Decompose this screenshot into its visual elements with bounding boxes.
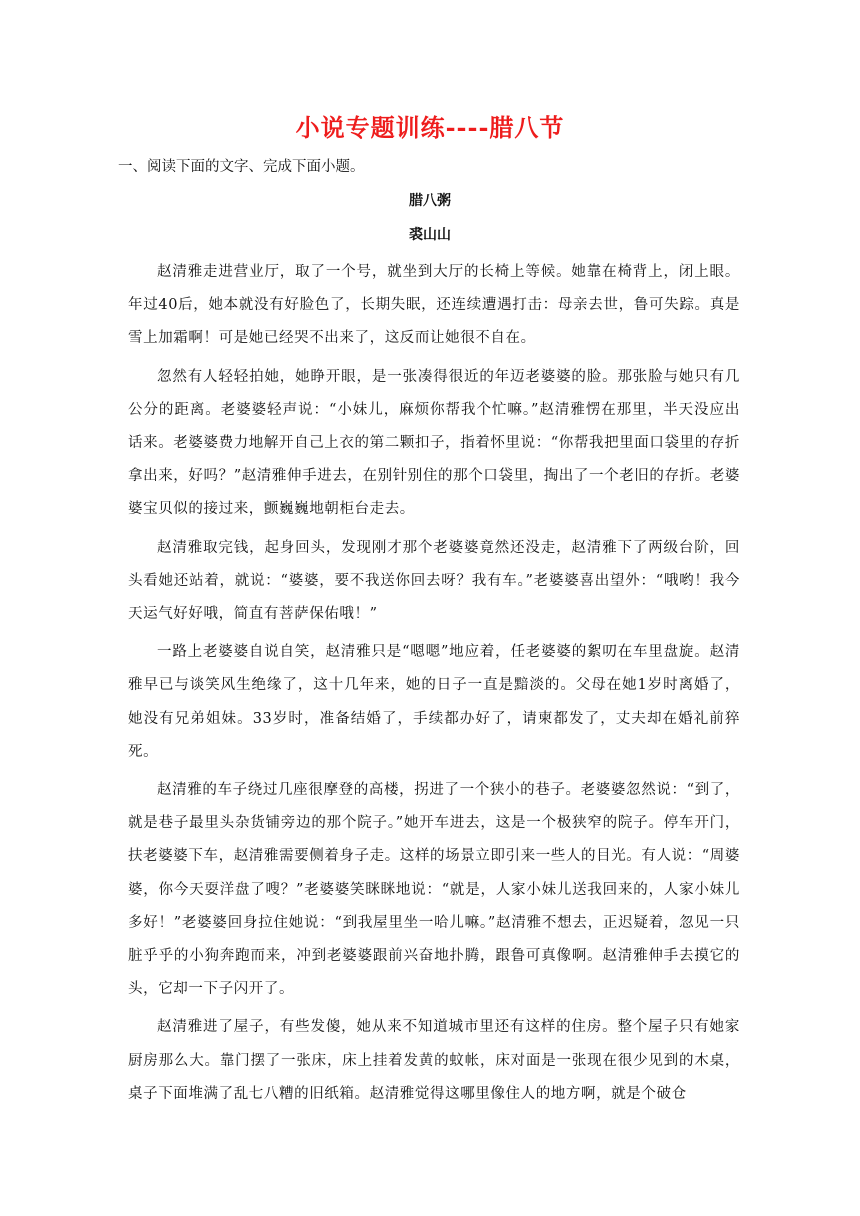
document-title: 小说专题训练----腊八节 <box>295 113 565 142</box>
story-body <box>128 256 740 1116</box>
question-prompt: 一、阅读下面的文字、完成下面小题。 <box>118 159 365 175</box>
paragraph: 忽然有人轻轻拍她，她睁开眼，是一张凑得很近的年迈老婆婆的脸。那张脸与她只有几公分的距离。老婆婆轻声说：“小妹儿，麻烦你帮我个忙嘛。”赵清雅愣在那里，半天没应出话来。老婆婆费力地解开自己上衣的第二颗扣子，指着怀里说：“你帮我把里面口袋里的存折拿出来，好吗？”赵清雅伸手进去，在别针别住的那个口袋里，掏出了一个老旧的存折。老婆婆宝贝似的接过来，颤巍巍地朝柜台走去。 <box>128 368 741 518</box>
paragraph: 赵清雅进了屋子，有些发傻，她从来不知道城市里还有这样的住房。整个屋子只有她家厨房那么大。靠门摆了一张床，床上挂着发黄的蚊帐，床对面是一张现在很少见到的木桌，桌子下面堆满了乱七八糟的旧纸箱。赵清雅觉得这哪里像住人的地方啊，就是个破仓 <box>128 1019 740 1102</box>
story-author: 裘山山 <box>409 227 451 243</box>
paragraph: 赵清雅取完钱，起身回头，发现刚才那个老婆婆竟然还没走，赵清雅下了两级台阶，回头看她还站着，就说：“婆婆，要不我送你回去呀？我有车。”老婆婆喜出望外：“哦哟！我今天运气好好哦，简直有菩萨保佑哦！” <box>128 539 740 623</box>
paragraph: 赵清雅的车子绕过几座很摩登的高楼，拐进了一个狭小的巷子。老婆婆忽然说：“到了，就是巷子最里头杂货铺旁边的那个院子。”她开车进去，这是一个极狭窄的院子。停车开门，扶老婆婆下车，赵清雅需要侧着身子走。这样的场景立即引来一些人的目光。有人说：“周婆婆，你今天耍洋盘了嗖？”老婆婆笑眯眯地说：“就是，人家小妹儿送我回来的，人家小妹儿多好！”老婆婆回身拉住她说：“到我屋里坐一哈儿嘛。”赵清雅不想去，正迟疑着，忽见一只脏乎乎的小狗奔跑而来，冲到老婆婆跟前兴奋地扑腾，跟鲁可真像啊。赵清雅伸手去摸它的头，它却一下子闪开了。 <box>128 782 741 998</box>
paragraph: 赵清雅走进营业厅，取了一个号，就坐到大厅的长椅上等候。她靠在椅背上，闭上眼。年过40后，她本就没有好脸色了，长期失眠，还连续遭遇打击：母亲去世，鲁可失踪。真是雪上加霜啊！可是她已经哭不出来了，这反而让她很不自在。 <box>128 264 740 347</box>
paragraph: 一路上老婆婆自说自笑，赵清雅只是“嗯嗯”地应着，任老婆婆的絮叨在车里盘旋。赵清雅早已与谈笑风生绝缘了，这十几年来，她的日子一直是黯淡的。父母在她1岁时离婚了，她没有兄弟姐妹。33岁时，准备结婚了，手续都办好了，请柬都发了，丈夫却在婚礼前猝死。 <box>128 644 740 760</box>
story-title: 腊八粥 <box>409 193 451 209</box>
